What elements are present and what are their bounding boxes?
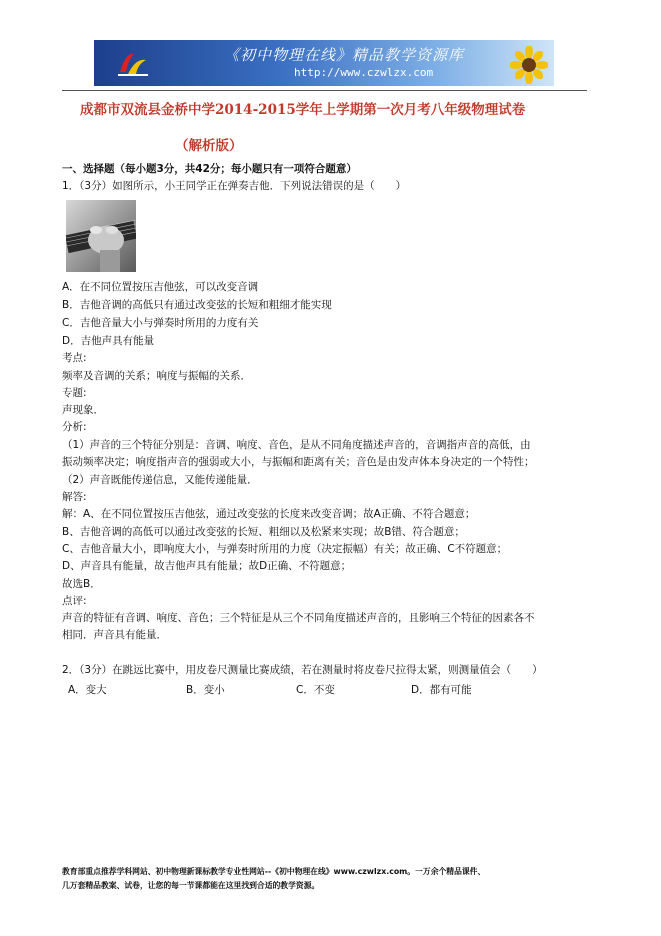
option-a: A．在不同位置按压吉他弦，可以改变音调 xyxy=(62,281,259,293)
q2-option-c: C．不变 xyxy=(296,684,335,696)
fenxi-line: 振动频率决定；响度指声音的强弱或大小，与振幅和距离有关；音色是由发声体本身决定的一个特性； xyxy=(62,456,535,468)
zhuanti-label: 专题: xyxy=(62,387,87,399)
footer-line: 教育部重点推荐学科网站、初中物理新课标教学专业性网站--《初中物理在线》www.czwlzx.com。一万余个精品课件、 xyxy=(62,867,486,876)
page-subtitle: （解析版） xyxy=(175,138,243,154)
question-2-stem: 2．（3分）在跳远比赛中，用皮卷尺测量比赛成绩，若在测量时将皮卷尺拉得太紧，则测量值会（ ） xyxy=(62,664,543,676)
header-url: http://www.czwlzx.com xyxy=(294,66,434,79)
fenxi-label: 分析: xyxy=(62,421,87,433)
jieda-line: C、吉他音量大小，即响度大小，与弹奏时所用的力度（决定振幅）有关；故正确、C不符题意； xyxy=(62,543,508,555)
site-logo-icon xyxy=(116,48,150,78)
question-2-options xyxy=(68,682,588,696)
header-divider xyxy=(62,90,587,91)
jieda-answer: 故选B． xyxy=(62,578,101,590)
q2-option-a: A．变大 xyxy=(68,684,107,696)
section-heading: 一、选择题（每小题3分，共42分；每小题只有一项符合题意） xyxy=(62,163,357,175)
footer-line: 几万套精品教案、试卷，让您的每一节课都能在这里找到合适的教学资源。 xyxy=(62,881,320,890)
header-banner xyxy=(94,40,554,86)
q2-option-d: D．都有可能 xyxy=(411,684,472,696)
jieda-line: D、声音具有能量，故吉他声具有能量；故D正确、不符题意； xyxy=(62,560,352,572)
sunflower-icon xyxy=(510,46,548,84)
guitar-photo xyxy=(66,200,136,272)
fenxi-line: （1）声音的三个特征分别是：音调、响度、音色，是从不同角度描述声音的，音调指声音的高低，由 xyxy=(62,439,531,451)
q2-option-b: B．变小 xyxy=(186,684,225,696)
option-b: B．吉他音调的高低只有通过改变弦的长短和粗细才能实现 xyxy=(62,299,332,311)
dianping-line: 声音的特征有音调、响度、音色；三个特征是从三个不同角度描述声音的，且影响三个特征的因素各不 xyxy=(62,612,535,624)
option-d: D．吉他声具有能量 xyxy=(62,335,155,347)
dianping-label: 点评: xyxy=(62,595,87,607)
jieda-line: B、吉他音调的高低可以通过改变弦的长短、粗细以及松紧来实现；故B错、符合题意； xyxy=(62,526,465,538)
fenxi-line: （2）声音既能传递信息，又能传递能量． xyxy=(62,474,258,486)
dianping-line: 相同．声音具有能量． xyxy=(62,629,167,641)
jieda-line: 解：A、在不同位置按压吉他弦，通过改变弦的长度来改变音调；故A正确、不符合题意； xyxy=(62,508,476,520)
jieda-label: 解答: xyxy=(62,491,87,503)
option-c: C．吉他音量大小与弹奏时所用的力度有关 xyxy=(62,317,259,329)
kaodian-label: 考点: xyxy=(62,352,87,364)
kaodian-text: 频率及音调的关系；响度与振幅的关系． xyxy=(62,370,251,382)
header-brand: 《初中物理在线》精品教学资源库 xyxy=(224,46,465,64)
page-title: 成都市双流县金桥中学2014-2015学年上学期第一次月考八年级物理试卷 xyxy=(80,102,526,118)
zhuanti-text: 声现象． xyxy=(62,404,104,416)
question-1-stem: 1．（3分）如图所示，小王同学正在弹奏吉他．下列说法错误的是（ ） xyxy=(62,180,407,192)
